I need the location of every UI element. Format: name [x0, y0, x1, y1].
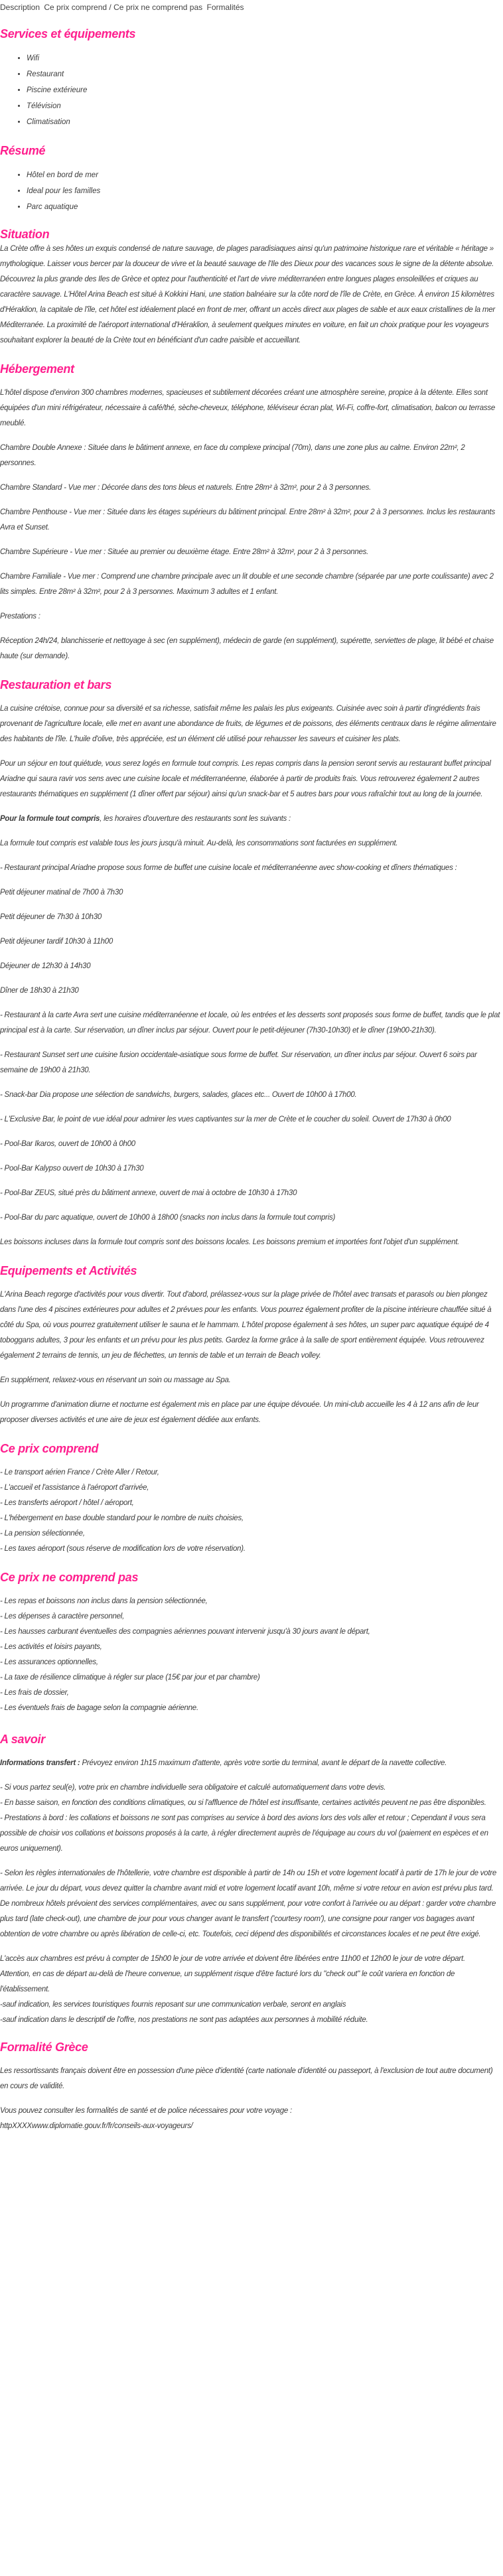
diplomatie-link[interactable]: httpXXXXwww.diplomatie.gouv.fr/fr/conseils-aux-voyageurs/ — [0, 2122, 193, 2130]
tab-formalites[interactable]: Formalités — [206, 3, 244, 12]
list-item: - Les hausses carburant éventuelles des compagnies aériennes pouvant intervenir jusqu'à 30 jours avant le départ, — [0, 1628, 370, 1636]
list-item: • Parc aquatique — [27, 199, 502, 215]
list-item: • Hôtel en bord de mer — [27, 167, 502, 183]
outlet-item: - Pool-Bar ZEUS, situé près du bâtiment annexe, ouvert de mai à octobre de 10h30 à 17h30 — [0, 1189, 297, 1197]
hours-item: Petit déjeuner de 7h30 à 10h30 — [0, 913, 102, 921]
outlet-item: - Pool-Bar du parc aquatique, ouvert de 10h00 à 18h00 (snacks non inclus dans la formule tout compris) — [0, 1214, 336, 1222]
note-item: - Prestations à bord : les collations et boissons ne sont pas comprises au service à bord des avions lors des vols aller et retour ; Cependant il vous sera possible de choisir vos collations et boissons proposés à la carte, à régler directement auprès de l'équipage au cours du vol (paiement en espèces et en euros uniquement). — [0, 1814, 488, 1853]
hours-item: Dîner de 18h30 à 21h30 — [0, 987, 79, 995]
situation-text: La Crète offre à ses hôtes un exquis condensé de nature sauvage, de plages paradisiaques ainsi qu'un patrimoine historique rare et véritable « héritage » mythologique. Laisser vous bercer par la douceur de vivre et la beauté sauvage de l'Ile des Dieux pour des vacances sous le signe de la détente absolue. Découvrez la plus grande des Iles de Grèce et optez pour l'authenticité et l'art de vivre méditerranéen entre longues plages ensoleillées et criques au caractère sauvage. L'Hôtel Arina Beach est situé à Kokkini Hani, une station balnéaire sur la côte nord de l'île de Crète, en Grèce. À environ 15 kilomètres d'Héraklion, la capitale de l'île, cet hôtel est idéalement placé en front de mer, offrant un accès direct aux plages de sable et aux eaux cristallines de la mer Méditerranée. La proximité de l'aéroport international d'Héraklion, à seulement quelques minutes en voiture, en fait un choix pratique pour les voyageurs souhaitant explorer la beauté de la Crète tout en bénéficiant d'un cadre paisible et accueillant. — [0, 245, 495, 344]
list-item: - Les dépenses à caractère personnel, — [0, 1612, 125, 1620]
list-item: - La pension sélectionnée, — [0, 1530, 85, 1538]
hours-item: Petit déjeuner matinal de 7h00 à 7h30 — [0, 889, 123, 896]
restauration-horaires-intro: Pour la formule tout compris, les horaires d'ouverture des restaurants sont les suivants : — [0, 815, 291, 823]
tab-bar — [0, 0, 502, 13]
savoir-notes — [0, 1780, 502, 1857]
list-item: - Les frais de dossier, — [0, 1689, 69, 1697]
bold-label: Pour la formule tout compris — [0, 815, 100, 823]
section-a-savoir — [0, 1732, 502, 2028]
section-situation — [0, 227, 502, 348]
room-description: Chambre Supérieure - Vue mer : Située au premier ou deuxième étage. Entre 28m² à 32m², pour 2 à 3 personnes. — [0, 548, 369, 556]
list-item: - Le transport aérien France / Crète Aller / Retour, — [0, 1468, 159, 1476]
tab-description[interactable]: Description — [0, 3, 40, 12]
outlet-item: - Restaurant à la carte Avra sert une cuisine méditerranéenne et locale, où les entrées et les desserts sont proposés sous forme de buffet, tandis que le plat principal est à la carte. Sur réservation, un dîner inclus par séjour. Ouvert pour le petit-déjeuner (7h30-10h30) et le dîner (19h00-21h30). — [0, 1011, 500, 1035]
prestations-label: Prestations : — [0, 612, 40, 620]
drinks-note: Les boissons incluses dans la formule tout compris sont des boissons locales. Les boissons premium et importées font l'objet d'un supplément. — [0, 1238, 460, 1246]
note-item: - Si vous partez seul(e), votre prix en chambre individuelle sera obligatoire et calculé automatiquement dans votre devis. — [0, 1784, 386, 1792]
room-description: Chambre Penthouse - Vue mer : Située dans les étages supérieurs du bâtiment principal. Entre 28m² à 32m², pour 2 à 3 personnes. Inclus les restaurants Avra et Sunset. — [0, 508, 495, 532]
note-item: -sauf indication dans le descriptif de l'offre, nos prestations ne sont pas adaptées aux personnes à mobilité réduite. — [0, 2016, 368, 2024]
outlet-item: - Pool-Bar Ikaros, ouvert de 10h00 à 0h00 — [0, 1140, 135, 1148]
list-item: • Climatisation — [27, 114, 502, 130]
animation-note: Un programme d'animation diurne et nocturne est également mis en place par une équipe dévouée. Un mini-club accueille les 4 à 12 ans afin de leur proposer diverses activités et une aire de jeux est également dédiée aux enfants. — [0, 1401, 479, 1424]
comprend-list — [0, 1465, 502, 1557]
services-list — [0, 50, 502, 130]
section-activites — [0, 1263, 502, 1428]
section-resume — [0, 143, 502, 215]
formalite-consult: Vous pouvez consulter les formalités de santé et de police nécessaires pour votre voyage : — [0, 2107, 292, 2115]
formalite-id: Les ressortissants français doivent être en possession d'une pièce d'identité (carte nationale d'identité ou passeport, à l'exclusion de tout autre document) en cours de validité. — [0, 2067, 493, 2090]
room-description: Chambre Double Annexe : Située dans le bâtiment annexe, en face du complexe principal (70m), dans une zone plus au calme. Environ 22m², 2 personnes. — [0, 444, 465, 467]
bold-label: Informations transfert : — [0, 1759, 80, 1767]
section-hebergement — [0, 362, 502, 664]
section-services — [0, 27, 502, 130]
list-item: - L'accueil et l'assistance à l'aéroport d'arrivée, — [0, 1484, 149, 1492]
list-item: - L'hébergement en base double standard pour le nombre de nuits choisies, — [0, 1514, 244, 1522]
note-item: L'accès aux chambres est prévu à compter de 15h00 le jour de votre arrivée et doivent être libérées entre 11h00 et 12h00 le jour de votre départ. — [0, 1955, 465, 1963]
outlet-item: - L'Exclusive Bar, le point de vue idéal pour admirer les vues captivantes sur la mer de Crète et le coucher du soleil. Ouvert de 17h30 à 0h00 — [0, 1115, 451, 1123]
section-title: Equipements et Activités — [0, 1264, 137, 1277]
transfer-info: Informations transfert : Prévoyez environ 1h15 maximum d'attente, après votre sortie du terminal, avant le départ de la navette collective. — [0, 1759, 447, 1767]
list-item: • Wifi — [27, 50, 502, 66]
section-restauration — [0, 678, 502, 1250]
hours-item: Déjeuner de 12h30 à 14h30 — [0, 962, 91, 970]
list-item: • Piscine extérieure — [27, 82, 502, 98]
list-item: • Restaurant — [27, 66, 502, 82]
list-item: • Ideal pour les familles — [27, 183, 502, 199]
restauration-formule: Pour un séjour en tout quiétude, vous serez logés en formule tout compris. Les repas compris dans la pension seront servis au restaurant buffet principal Ariadne qui saura ravir vos sens avec une cuisine locale et méditerranéenne, élaborée à partir de produits frais. Vous retrouverez également 2 autres restaurants thématiques en supplément (1 dîner offert par séjour) ainsi qu'un snack-bar et 5 autres bars pour vous rafraîchir tout au long de la journée. — [0, 760, 491, 798]
hebergement-intro: L'hôtel dispose d'environ 300 chambres modernes, spacieuses et subtilement décorées créant une atmosphère sereine, propice à la détente. Elles sont équipées d'un mini réfrigérateur, nécessaire à café/thé, sèche-cheveux, téléphone, téléviseur écran plat, Wi-Fi, coffre-fort, climatisation, balcon ou terrasse meublé. — [0, 389, 496, 427]
section-title: Hébergement — [0, 362, 74, 376]
list-item: - La taxe de résilience climatique à régler sur place (15€ par jour et par chambre) — [0, 1674, 260, 1682]
section-prix-ne-comprend-pas — [0, 1570, 502, 1716]
list-item: - Les assurances optionnelles, — [0, 1658, 98, 1666]
section-title: Restauration et bars — [0, 678, 112, 691]
hours-item: Petit déjeuner tardif 10h30 à 11h00 — [0, 938, 113, 946]
outlet-item: - Restaurant Sunset sert une cuisine fusion occidentale-asiatique sous forme de buffet. Sur réservation, un dîner inclus par séjour. Ouvert 6 soirs par semaine de 19h00 à 21h30. — [0, 1051, 477, 1074]
restaurant-ariadne: - Restaurant principal Ariadne propose sous forme de buffet une cuisine locale et méditerranéenne avec show-cooking et dîners thématiques : — [0, 864, 457, 872]
list-item: - Les éventuels frais de bagage selon la compagnie aérienne. — [0, 1704, 198, 1712]
tab-prix[interactable]: Ce prix comprend / Ce prix ne comprend pas — [44, 3, 203, 12]
section-title: Formalité Grèce — [0, 2040, 88, 2054]
prestations-text: Réception 24h/24, blanchisserie et nettoyage à sec (en supplément), médecin de garde (en supplément), supérette, serviettes de plage, lit bébé et chaise haute (sur demande). — [0, 637, 494, 660]
section-title: Ce prix comprend — [0, 1442, 99, 1455]
activites-text: L'Arina Beach regorge d'activités pour vous divertir. Tout d'abord, prélassez-vous sur la plage privée de l'hôtel avec transats et parasols ou bien plongez dans l'une des 4 piscines extérieures pour adultes et 2 prévues pour les enfants. Vous pourrez également profiter de la piscine intérieure chauffée situé à côté du Spa, où vous pourrez gratuitement utiliser le sauna et le hammam. L'hôtel propose également à ses hôtes, un super parc aquatique équipé de 4 toboggans adultes, 3 pour les enfants et un prévu pour les plus petits. Gardez la forme grâce à la salle de sport entièrement équipée. Vous retrouverez également 2 terrains de tennis, un jeu de fléchettes, un tennis de table et un terrain de Beach volley. — [0, 1291, 492, 1360]
restauration-validity: La formule tout compris est valable tous les jours jusqu'à minuit. Au-delà, les consommations sont facturées en supplément. — [0, 839, 398, 847]
room-description: Chambre Familiale - Vue mer : Comprend une chambre principale avec un lit double et une seconde chambre (séparée par une porte coulissante) avec 2 lits simples. Entre 28m² à 32m², pour 2 à 3 personnes. Maximum 3 adultes et 1 enfant. — [0, 573, 494, 596]
restauration-intro: La cuisine crétoise, connue pour sa diversité et sa richesse, satisfait même les palais les plus exigeants. Cuisinée avec soin à partir d'ingrédients frais provenant de l'agriculture locale, elle met en avant une abondance de fruits, de légumes et de poissons, des éléments centraux dans le régime alimentaire des habitants de l'île. L'huile d'olive, très appréciée, est un élément clé utilisé pour rehausser les saveurs et cuisiner les plats. — [0, 705, 496, 743]
room-description: Chambre Standard - Vue mer : Décorée dans des tons bleus et naturels. Entre 28m² à 32m², pour 2 à 3 personnes. — [0, 484, 372, 492]
section-title: A savoir — [0, 1733, 45, 1746]
section-prix-comprend — [0, 1441, 502, 1557]
ne-comprend-list — [0, 1594, 502, 1716]
list-item: - Les transferts aéroport / hôtel / aéroport, — [0, 1499, 134, 1507]
savoir-final — [0, 1952, 502, 2028]
section-title: Résumé — [0, 144, 46, 157]
section-formalite — [0, 2040, 502, 2147]
list-item: - Les repas et boissons non inclus dans la pension sélectionnée, — [0, 1597, 208, 1605]
note-item: -sauf indication, les services touristiques fournis reposant sur une communication verbale, seront en anglais — [0, 2001, 346, 2009]
section-title: Services et équipements — [0, 27, 136, 40]
resume-list — [0, 167, 502, 215]
section-title: Situation — [0, 228, 50, 241]
outlet-item: - Snack-bar Dia propose une sélection de sandwichs, burgers, salades, glaces etc... Ouvert de 10h00 à 17h00. — [0, 1091, 357, 1099]
hotel-rules: - Selon les règles internationales de l'hôtellerie, votre chambre est disponible à partir de 14h ou 15h et votre logement locatif à partir de 17h le jour de votre arrivée. Le jour du départ, vous devez quitter la chambre avant midi et votre logement locatif avant 10h, même si votre retour en avion est prévu plus tard. De nombreux hôtels prévoient des services complémentaires, avec ou sans supplément, pour votre confort à l'arrivée ou au départ : garder votre chambre plus tard (late check-out), une chambre de jour pour vous changer avant le transfert ('courtesy room'), une consigne pour ranger vos bagages avant obtention de votre chambre ou après libération de celle-ci, etc. Toutefois, ceci dépend des disponibilités et circonstances locales et ne peut être exigé. — [0, 1869, 496, 1938]
section-title: Ce prix ne comprend pas — [0, 1571, 139, 1584]
note-item: - En basse saison, en fonction des conditions climatiques, ou si l'affluence de l'hôtel est insuffisante, certaines activités peuvent ne pas être disponibles. — [0, 1799, 486, 1807]
spa-note: En supplément, relaxez-vous en réservant un soin ou massage au Spa. — [0, 1376, 231, 1384]
note-item: Attention, en cas de départ au-delà de l'heure convenue, un supplément risque d'être facturé lors du "check out" le coût variera en fonction de l'établissement. — [0, 1970, 455, 1993]
list-item: • Télévision — [27, 98, 502, 114]
list-item: - Les activités et loisirs payants, — [0, 1643, 102, 1651]
outlet-item: - Pool-Bar Kalypso ouvert de 10h30 à 17h30 — [0, 1165, 144, 1173]
list-item: - Les taxes aéroport (sous réserve de modification lors de votre réservation). — [0, 1545, 246, 1553]
